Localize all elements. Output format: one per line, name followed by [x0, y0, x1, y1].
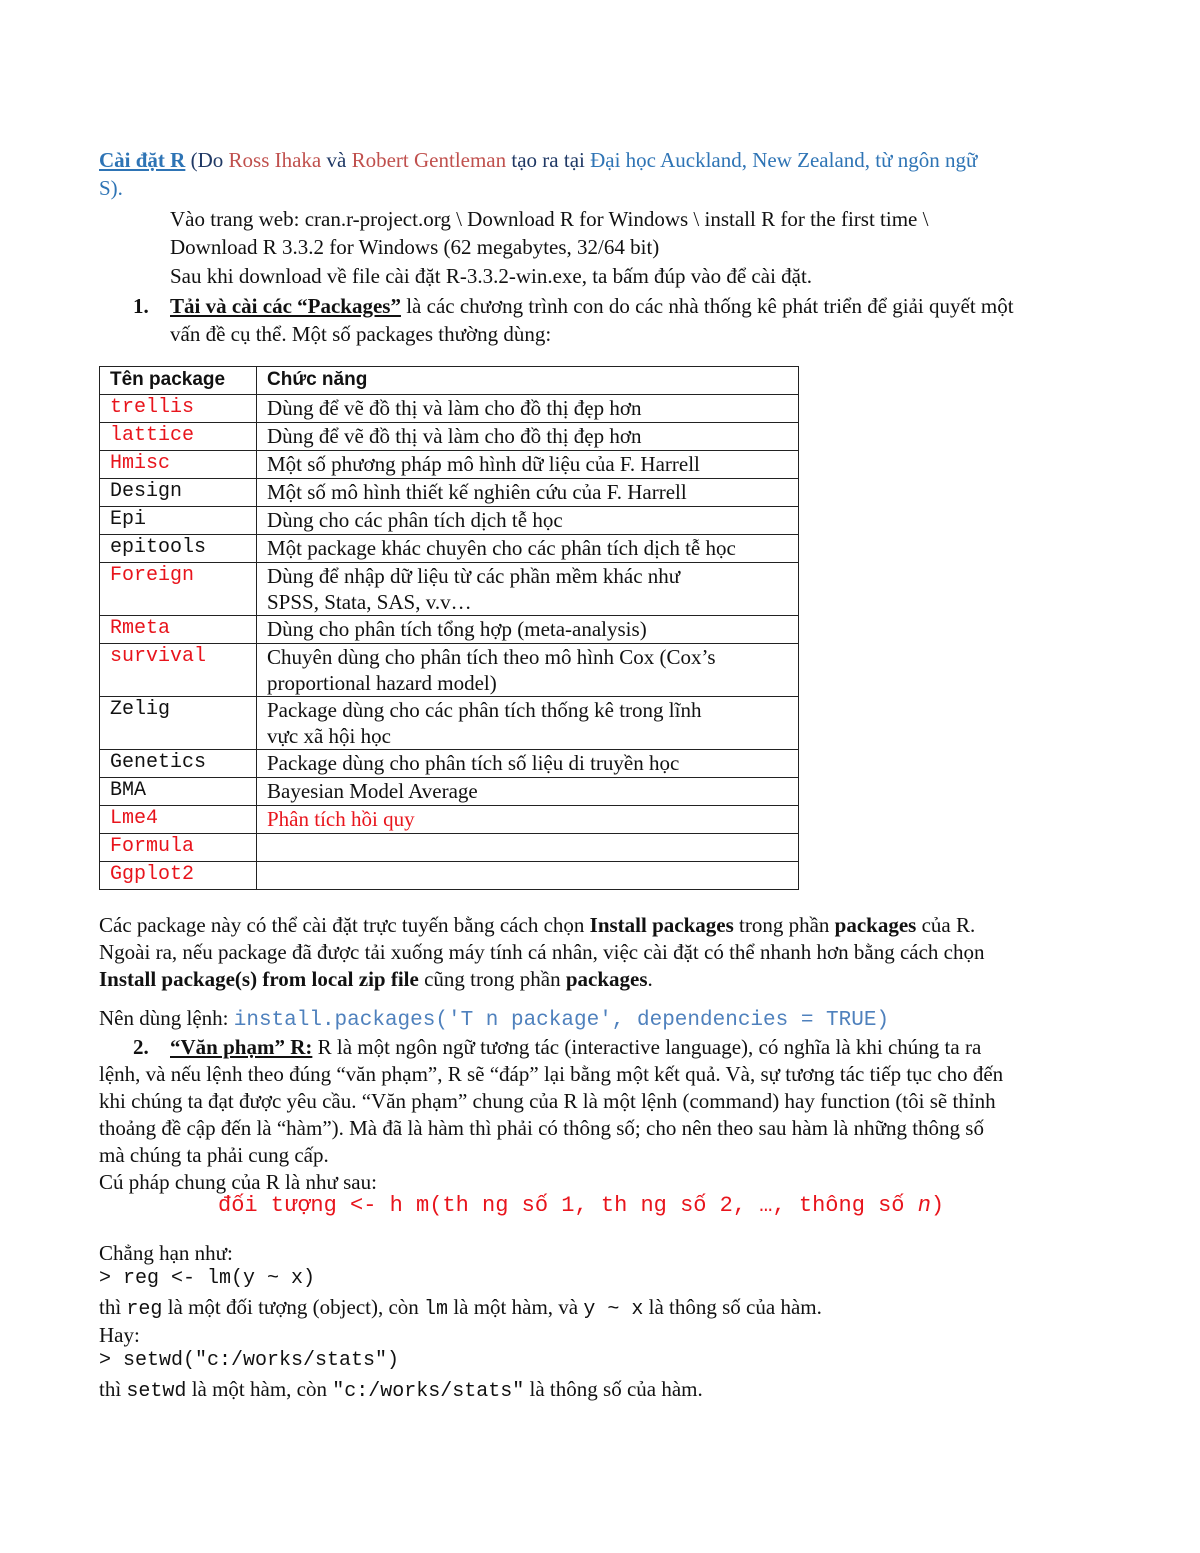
package-name: Genetics [100, 750, 257, 778]
section1-text: là các chương trình con do các nhà thống kê phát triển để giải quyết một [400, 294, 1014, 318]
install-text: cũng trong phần [418, 967, 566, 991]
package-table [99, 366, 799, 890]
package-function: Dùng để vẽ đồ thị và làm cho đồ thị đẹp hơn [257, 423, 799, 451]
package-function: Dùng cho phân tích tổng hợp (meta-analysis) [257, 616, 799, 644]
package-name: Formula [100, 834, 257, 862]
or-label: Hay: [99, 1323, 140, 1347]
section2-line [170, 1034, 981, 1060]
package-function [257, 834, 799, 862]
package-function: Package dùng cho phân tích số liệu di truyền học [257, 750, 799, 778]
intro-text: (Do [185, 148, 229, 172]
intro-text: tạo ra tại [506, 148, 591, 172]
syntax-label: Cú pháp chung của R là như sau: [99, 1170, 377, 1194]
install-command-line [99, 1005, 889, 1034]
function-line: Package dùng cho các phân tích thống kê trong lĩnh [267, 698, 702, 722]
table-row [100, 616, 799, 644]
package-function: Một package khác chuyên cho các phân tích dịch tễ học [257, 535, 799, 563]
package-name: BMA [100, 778, 257, 806]
function-line: Dùng để nhập dữ liệu từ các phần mềm khác như [267, 564, 681, 588]
function-line: SPSS, Stata, SAS, v.v… [267, 590, 472, 614]
install-command-code: install.packages('T n package', dependencies = TRUE) [233, 1009, 890, 1032]
header-cell: Chức năng [257, 367, 799, 395]
section-number: 2. [133, 1035, 149, 1059]
explain-text: là một hàm, còn [186, 1377, 333, 1401]
package-name: trellis [100, 395, 257, 423]
table-row [100, 806, 799, 834]
table-row [100, 423, 799, 451]
example-label: Chẳng hạn như: [99, 1241, 233, 1265]
syntax-code: đối tượng <- h m(th ng số 1, th ng số 2, …, thông số [218, 1193, 918, 1218]
section2-text: R là một ngôn ngữ tương tác (interactive language), có nghĩa là khi chúng ta ra [312, 1035, 982, 1059]
section2-text: thoảng đề cập đến là “hàm”). Mà đã là hàm thì phải có thông số; cho nên theo sau hàm là những thông số [99, 1116, 984, 1140]
install-paragraph: Ngoài ra, nếu package đã được tải xuống máy tính cá nhân, việc cài đặt có thể nhanh hơn bằng cách chọn [99, 940, 985, 964]
example-explanation [99, 1294, 822, 1323]
section2-text: mà chúng ta phải cung cấp. [99, 1143, 329, 1167]
header-cell: Tên package [100, 367, 257, 395]
section1-heading: Tải và cài các “Packages” [170, 294, 401, 318]
table-row [100, 778, 799, 806]
package-name: Lme4 [100, 806, 257, 834]
table-row [100, 479, 799, 507]
step-line: Sau khi download về file cài đặt R-3.3.2-win.exe, ta bấm đúp vào để cài đặt. [170, 264, 813, 288]
title-link[interactable]: Cài đặt R [99, 148, 186, 172]
package-function: Phân tích hồi quy [257, 806, 799, 834]
table-row [100, 563, 799, 616]
inline-code: reg [126, 1298, 163, 1321]
install-text: packages [834, 913, 917, 937]
intro-line-end: S). [99, 176, 123, 200]
table-row [100, 862, 799, 890]
table-row [100, 507, 799, 535]
syntax-code: ) [930, 1193, 945, 1218]
package-name: Rmeta [100, 616, 257, 644]
example-code: > reg <- lm(y ~ x) [99, 1267, 316, 1290]
install-text: Các package này có thể cài đặt trực tuyến bằng cách chọn [99, 913, 590, 937]
example-explanation [99, 1376, 703, 1405]
explain-text: thì [99, 1377, 127, 1401]
install-text: Install package(s) from local zip file [99, 967, 419, 991]
section2-text: lệnh, và nếu lệnh theo đúng “văn phạm”, R sẽ “đáp” lại bằng một kết quả. Và, sự tương tác tiếp tục cho đến [99, 1062, 1004, 1086]
section1-text: vấn đề cụ thể. Một số packages thường dùng: [170, 322, 552, 346]
function-line: proportional hazard model) [267, 671, 497, 695]
install-text: Install packages [589, 913, 734, 937]
university-name: Đại học Auckland, New Zealand [590, 148, 865, 172]
explain-text: là thông số của hàm. [643, 1295, 822, 1319]
explain-text: thì [99, 1295, 127, 1319]
section2-heading: “Văn phạm” R: [170, 1035, 313, 1059]
package-name: Foreign [100, 563, 257, 616]
explain-text: là một đối tượng (object), còn [162, 1295, 425, 1319]
install-text: của R. [916, 913, 976, 937]
package-function [257, 697, 799, 750]
package-function: Bayesian Model Average [257, 778, 799, 806]
intro-text: , từ ngôn ngữ [864, 148, 978, 172]
inline-code: lm [424, 1298, 449, 1321]
package-name: survival [100, 644, 257, 697]
function-line: vực xã hội học [267, 724, 391, 748]
package-function: Dùng để vẽ đồ thị và làm cho đồ thị đẹp hơn [257, 395, 799, 423]
package-function: Một số phương pháp mô hình dữ liệu của F. Harrell [257, 451, 799, 479]
table-row [100, 395, 799, 423]
table-row [100, 535, 799, 563]
step-line: Vào trang web: cran.r-project.org \ Download R for Windows \ install R for the first time \ [170, 207, 929, 231]
package-function [257, 563, 799, 616]
package-function: Một số mô hình thiết kế nghiên cứu của F. Harrell [257, 479, 799, 507]
table-row [100, 697, 799, 750]
inline-code: y ~ x [583, 1298, 644, 1321]
install-text: packages [565, 967, 648, 991]
function-line: Chuyên dùng cho phân tích theo mô hình Cox (Cox’s [267, 645, 716, 669]
table-row [100, 451, 799, 479]
section-number: 1. [133, 294, 149, 318]
table-row [100, 750, 799, 778]
inline-code: setwd [126, 1380, 187, 1403]
intro-line [99, 147, 977, 173]
package-name: Ggplot2 [100, 862, 257, 890]
inline-code: "c:/works/stats" [332, 1380, 525, 1403]
package-function [257, 644, 799, 697]
section2-text: khi chúng ta đạt được yêu cầu. “Văn phạm” chung của R là một lệnh (command) hay function (tôi sẽ thỉnh [99, 1089, 996, 1113]
explain-text: là một hàm, và [448, 1295, 584, 1319]
package-name: Hmisc [100, 451, 257, 479]
example-code: > setwd("c:/works/stats") [99, 1349, 400, 1372]
table-row [100, 834, 799, 862]
install-paragraph [99, 966, 653, 992]
package-name: lattice [100, 423, 257, 451]
package-name: Epi [100, 507, 257, 535]
install-paragraph [99, 912, 975, 938]
package-function [257, 862, 799, 890]
syntax-code: n [917, 1193, 931, 1218]
table-header-row [100, 367, 799, 395]
step-line: Download R 3.3.2 for Windows (62 megabytes, 32/64 bit) [170, 235, 660, 259]
install-text: . [647, 967, 653, 991]
intro-text: và [321, 148, 352, 172]
command-label: Nên dùng lệnh: [99, 1006, 234, 1030]
package-name: Zelig [100, 697, 257, 750]
package-name: epitools [100, 535, 257, 563]
author-name: Ross Ihaka [228, 148, 322, 172]
install-text: trong phần [733, 913, 835, 937]
syntax-code-line [218, 1193, 944, 1220]
table-row [100, 644, 799, 697]
explain-text: là thông số của hàm. [524, 1377, 703, 1401]
section1-line [170, 293, 1014, 319]
package-name: Design [100, 479, 257, 507]
author-name: Robert Gentleman [351, 148, 507, 172]
package-function: Dùng cho các phân tích dịch tễ học [257, 507, 799, 535]
